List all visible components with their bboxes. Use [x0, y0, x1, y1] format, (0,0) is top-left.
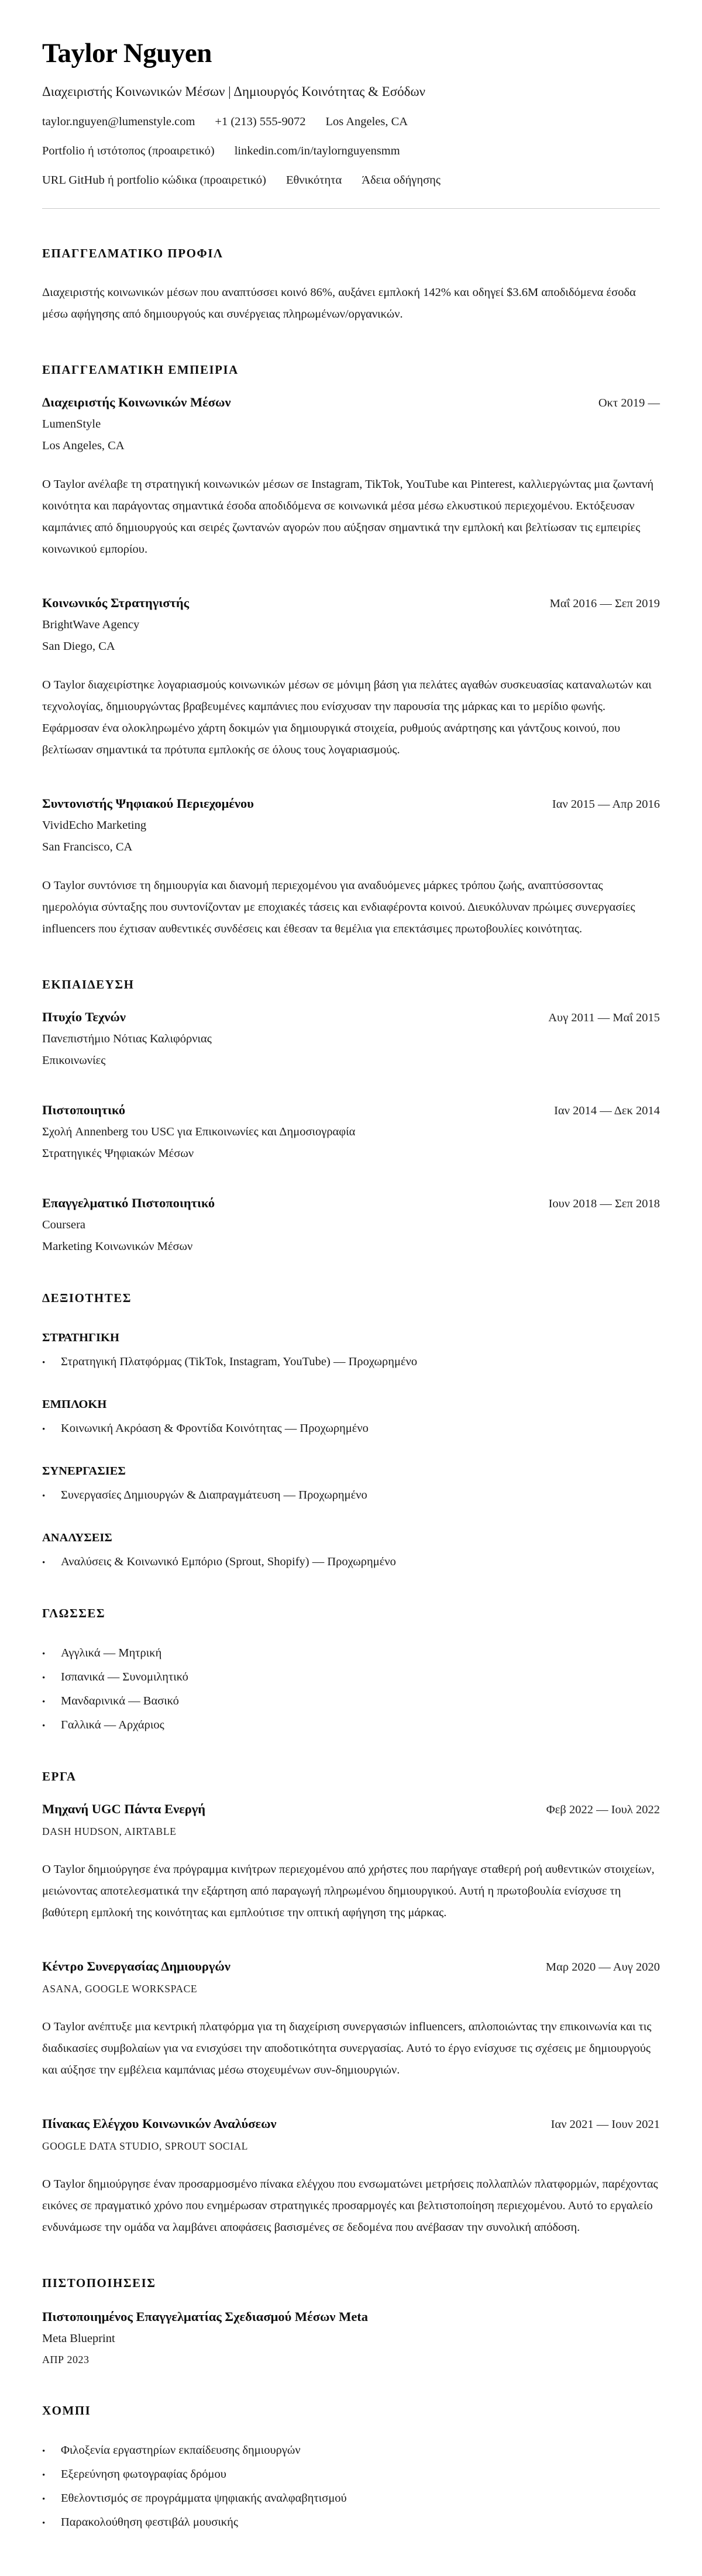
hobby-item: [42, 2444, 660, 2457]
skill-item: [42, 1355, 660, 1369]
project-dates: Μαρ 2020 — Αυγ 2020: [545, 1961, 660, 1974]
project-description: Ο Taylor ανέπτυξε μια κεντρική πλατφόρμα για τη διαχείριση συνεργασιών influencers, απλοποιώντας την επικοινωνία και τις διαδικασίες συμβολαίων για να ενισχύσει την αποδοτικότητα συνεργασίας. Αυτό το έργο ενίσχυσε τις σχέσεις με δημιουργούς και αύξησε την εμβέλεια καμπάνιας μέσω στοχευμένων συν-δημιουργιών.: [42, 2020, 652, 2076]
skill-text: Στρατηγική Πλατφόρμας (TikTok, Instagram, YouTube) — Προχωρημένο: [61, 1355, 418, 1368]
skill-group-name: ΣΥΝΕΡΓΑΣΙΕΣ: [42, 1465, 126, 1478]
bullet-icon: •: [42, 1649, 46, 1659]
language-item: [42, 1671, 660, 1684]
job-title: Διαχειριστής Κοινωνικών Μέσων: [42, 395, 231, 409]
education-entry: [42, 1103, 660, 1160]
job-description: Ο Taylor διαχειρίστηκε λογαριασμούς κοινωνικών μέσων σε μόνιμη βάση για πελάτες αγαθών συσκευασίας καταναλωτών και τεχνολογίας, δημιουργώντας βραβευμένες καμπάνιες που ενίσχυσαν την παρουσία της μάρκας και το μερίδιο φωνής. Εφάρμοσαν ένα ολοκληρωμένο χάρτη δοκιμών για δημιουργικά στοιχεία, ρυθμούς ανάρτησης και γάντζους κοινού, που βελτίωσαν σημαντικά τα πρότυπα εμπλοκής σε όλους τους λογαριασμούς.: [42, 679, 652, 756]
section-skills: [42, 1291, 660, 1569]
education-heading: ΕΚΠΑΙΔΕΥΣΗ: [42, 977, 135, 991]
headline: Διαχειριστής Κοινωνικών Μέσων | Δημιουργός Κοινότητας & Εσόδων: [42, 84, 426, 99]
hobby-item: [42, 2516, 660, 2529]
skill-item: [42, 1489, 660, 1502]
contact-line-1: [42, 115, 660, 129]
certification-title: Πιστοποιημένος Επαγγελματίας Σχεδιασμού Μέσων Meta: [42, 2309, 369, 2324]
project-description: Ο Taylor δημιούργησε ένα πρόγραμμα κινήτρων περιεχομένου από χρήστες που παρήγαγε σταθερή ροή αυθεντικών στοιχείων, μειώνοντας αποτελεσματικά την εξάρτηση από παραγωγή πληρωμένου δημιουργικού. Αυτή η πρωτοβουλία ενίσχυσε τη βαθύτερη εμπλοκή της κοινότητας και εμπλούτισε την οπτική αφήγηση της μάρκας.: [42, 1863, 655, 1919]
degree-dates: Αυγ 2011 — Μαΐ 2015: [548, 1011, 660, 1024]
phone-text: +1 (213) 555-9072: [215, 115, 306, 128]
contact-line-3: [42, 174, 660, 187]
project-entry-head: [42, 2116, 660, 2131]
skill-group-name: ΣΤΡΑΤΗΓΙΚΗ: [42, 1331, 119, 1344]
project-title: Μηχανή UGC Πάντα Ενεργή: [42, 1802, 206, 1816]
bullet-icon: •: [42, 2447, 46, 2456]
bullet-icon: •: [42, 1425, 46, 1434]
hobby-item: [42, 2492, 660, 2505]
job-location: Los Angeles, CA: [42, 439, 125, 452]
linkedin-text: linkedin.com/in/taylornguyensmm: [234, 144, 400, 157]
school-name: Πανεπιστήμιο Νότιας Καλιφόρνιας: [42, 1032, 212, 1045]
education-entry: [42, 1010, 660, 1067]
language-text: Ισπανικά — Συνομιλητικό: [61, 1671, 188, 1683]
field-of-study: Marketing Κοινωνικών Μέσων: [42, 1240, 193, 1253]
project-dates: Φεβ 2022 — Ιουλ 2022: [546, 1803, 660, 1816]
certification-date: ΑΠΡ 2023: [42, 2354, 90, 2365]
degree-title: Πτυχίο Τεχνών: [42, 1010, 126, 1024]
skill-item: [42, 1422, 660, 1435]
job-company: BrightWave Agency: [42, 618, 140, 631]
experience-entry: [42, 595, 660, 761]
certification-entry: [42, 2309, 660, 2366]
job-location: San Diego, CA: [42, 640, 115, 653]
degree-title: Πιστοποιητικό: [42, 1103, 126, 1117]
job-dates: Οκτ 2019 —: [598, 397, 660, 409]
skill-text: Αναλύσεις & Κοινωνικό Εμπόριο (Sprout, Shopify) — Προχωρημένο: [61, 1555, 396, 1568]
experience-entry: [42, 796, 660, 940]
language-item: [42, 1647, 660, 1660]
job-description: Ο Taylor συντόνισε τη δημιουργία και διανομή περιεχομένου για αναδυόμενες μάρκες τρόπου ζωής, αναπτύσσοντας ημερολόγια σύνταξης που συντονίζονταν με εποχιακές τάσεις και ενδιαφέροντα κοινού. Διευκόλυναν πρώιμες συνεργασίες influencers που έχτισαν αυθεντικές συνδέσεις και έθεσαν τα θεμέλια για επεκτάσιμες πρωτοβουλίες κοινότητας.: [42, 879, 635, 935]
project-tools: GOOGLE DATA STUDIO, SPROUT SOCIAL: [42, 2140, 249, 2152]
skills-heading: ΔΕΞΙΟΤΗΤΕΣ: [42, 1291, 132, 1305]
header: [42, 37, 660, 187]
degree-title: Επαγγελματικό Πιστοποιητικό: [42, 1196, 215, 1210]
bullet-icon: •: [42, 1721, 46, 1731]
project-dates: Ιαν 2021 — Ιουν 2021: [550, 2118, 660, 2131]
field-of-study: Επικοινωνίες: [42, 1054, 106, 1067]
project-entry: [42, 2116, 660, 2238]
bullet-icon: •: [42, 1558, 46, 1568]
job-title: Κοινωνικός Στρατηγιστής: [42, 595, 190, 610]
driving-license-text: Άδεια οδήγησης: [362, 174, 441, 187]
degree-dates: Ιουν 2018 — Σεπ 2018: [548, 1197, 660, 1210]
section-experience: [42, 363, 660, 940]
language-item: [42, 1695, 660, 1708]
skill-group-name: ΕΜΠΛΟΚΗ: [42, 1398, 107, 1411]
experience-entry-head: [42, 595, 660, 611]
hobby-item: [42, 2468, 660, 2481]
education-entry-head: [42, 1196, 660, 1211]
job-dates: Ιαν 2015 — Απρ 2016: [552, 798, 660, 811]
section-projects: [42, 1769, 660, 2238]
experience-entry-head: [42, 796, 660, 811]
location-text: Los Angeles, CA: [325, 115, 408, 128]
experience-heading: ΕΠΑΓΓΕΛΜΑΤΙΚΗ ΕΜΠΕΙΡΙΑ: [42, 363, 239, 377]
education-entry-head: [42, 1103, 660, 1118]
project-tools: ASANA, GOOGLE WORKSPACE: [42, 1983, 198, 1995]
section-languages: [42, 1606, 660, 1732]
experience-entry-head: [42, 395, 660, 410]
certification-issuer: Meta Blueprint: [42, 2332, 115, 2345]
language-item: [42, 1719, 660, 1732]
bullet-icon: •: [42, 2495, 46, 2504]
school-name: Coursera: [42, 1218, 86, 1231]
skill-item: [42, 1555, 660, 1569]
languages-heading: ΓΛΩΣΣΕΣ: [42, 1606, 106, 1620]
project-description: Ο Taylor δημιούργησε έναν προσαρμοσμένο πίνακα ελέγχου που ενσωματώνει μετρήσεις πολλαπλών πλατφορμών, παρέχοντας εικόνες σε πραγματικό χρόνο που ενημέρωσαν στρατηγικές προσαρμογές και βελτιστοποίηση περιεχομένου. Αυτό το εργαλείο ενδυνάμωσε την ομάδα να λαμβάνει αποφάσεις βασισμένες σε δεδομένα που ανέβασαν την συνολική απόδοση.: [42, 2178, 658, 2234]
certifications-heading: ΠΙΣΤΟΠΟΙΗΣΕΙΣ: [42, 2276, 156, 2290]
section-education: [42, 977, 660, 1253]
portfolio-placeholder-text: Portfolio ή ιστότοπος (προαιρετικό): [42, 144, 215, 157]
degree-dates: Ιαν 2014 — Δεκ 2014: [554, 1104, 660, 1117]
job-dates: Μαΐ 2016 — Σεπ 2019: [549, 597, 660, 610]
school-name: Σχολή Annenberg του USC για Επικοινωνίες και Δημοσιογραφία: [42, 1125, 356, 1138]
projects-heading: ΕΡΓΑ: [42, 1769, 77, 1783]
job-company: VividEcho Marketing: [42, 819, 147, 832]
bullet-icon: •: [42, 1673, 46, 1683]
education-entry: [42, 1196, 660, 1253]
hobby-text: Εξερεύνηση φωτογραφίας δρόμου: [61, 2468, 226, 2481]
contact-line-2: [42, 144, 660, 158]
project-entry-head: [42, 1959, 660, 1974]
experience-entry: [42, 395, 660, 560]
bullet-icon: •: [42, 1358, 46, 1368]
skill-text: Κοινωνική Ακρόαση & Φροντίδα Κοινότητας — Προχωρημένο: [61, 1422, 369, 1435]
hobby-text: Εθελοντισμός σε προγράμματα ψηφιακής αναλφαβητισμού: [61, 2492, 347, 2505]
bullet-icon: •: [42, 2519, 46, 2528]
project-title: Πίνακας Ελέγχου Κοινωνικών Αναλύσεων: [42, 2116, 277, 2131]
nationality-text: Εθνικότητα: [286, 174, 342, 187]
skill-text: Συνεργασίες Δημιουργών & Διαπραγμάτευση — Προχωρημένο: [61, 1489, 367, 1501]
field-of-study: Στρατηγικές Ψηφιακών Μέσων: [42, 1147, 194, 1160]
profile-text: Διαχειριστής κοινωνικών μέσων που αναπτύσσει κοινό 86%, αυξάνει εμπλοκή 142% και οδηγεί $3.6M αποδιδόμενα έσοδα μέσω αφήγησης από δημιουργούς και συνέργειας πληρωμένων/οργανικών.: [42, 286, 636, 321]
language-text: Γαλλικά — Αρχάριος: [61, 1719, 164, 1731]
job-location: San Francisco, CA: [42, 841, 133, 853]
project-tools: DASH HUDSON, AIRTABLE: [42, 1826, 177, 1837]
skill-group-name: ΑΝΑΛΥΣΕΙΣ: [42, 1531, 112, 1544]
email-text: taylor.nguyen@lumenstyle.com: [42, 115, 195, 128]
bullet-icon: •: [42, 2471, 46, 2480]
github-placeholder-text: URL GitHub ή portfolio κώδικα (προαιρετικό): [42, 174, 266, 187]
hobby-text: Παρακολούθηση φεστιβάλ μουσικής: [61, 2516, 239, 2529]
project-entry: [42, 1959, 660, 2081]
bullet-icon: •: [42, 1492, 46, 1501]
project-entry: [42, 1802, 660, 1924]
education-entry-head: [42, 1010, 660, 1025]
section-profile: [42, 246, 660, 325]
section-hobbies: [42, 2403, 660, 2529]
profile-heading: ΕΠΑΓΓΕΛΜΑΤΙΚΟ ΠΡΟΦΙΛ: [42, 246, 223, 260]
language-text: Μανδαρινικά — Βασικό: [61, 1695, 179, 1707]
section-certifications: [42, 2276, 660, 2366]
job-title: Συντονιστής Ψηφιακού Περιεχομένου: [42, 796, 254, 811]
person-name: Taylor Nguyen: [42, 38, 212, 68]
language-text: Αγγλικά — Μητρική: [61, 1647, 162, 1659]
job-company: LumenStyle: [42, 418, 101, 431]
bullet-icon: •: [42, 1697, 46, 1707]
hobby-text: Φιλοξενία εργαστηρίων εκπαίδευσης δημιουργών: [61, 2444, 301, 2457]
project-entry-head: [42, 1802, 660, 1817]
hobbies-heading: ΧΟΜΠΙ: [42, 2403, 91, 2417]
project-title: Κέντρο Συνεργασίας Δημιουργών: [42, 1959, 230, 1974]
job-description: Ο Taylor ανέλαβε τη στρατηγική κοινωνικών μέσων σε Instagram, TikTok, YouTube και Pinterest, καλλιεργώντας μια ζωντανή κοινότητα και παράγοντας σημαντικά έσοδα αποδιδόμενα σε κοινωνικά μέσα μέσω ελκυστικού περιεχομένου. Εκτόξευσαν καμπάνιες από δημιουργούς και σειρές ζωντανών αγορών που αύξησαν σημαντικά την εμπλοκή και βελτίωσαν τις εμπειρίες κοινωνικού εμπορίου.: [42, 478, 654, 556]
header-divider: [42, 208, 660, 209]
